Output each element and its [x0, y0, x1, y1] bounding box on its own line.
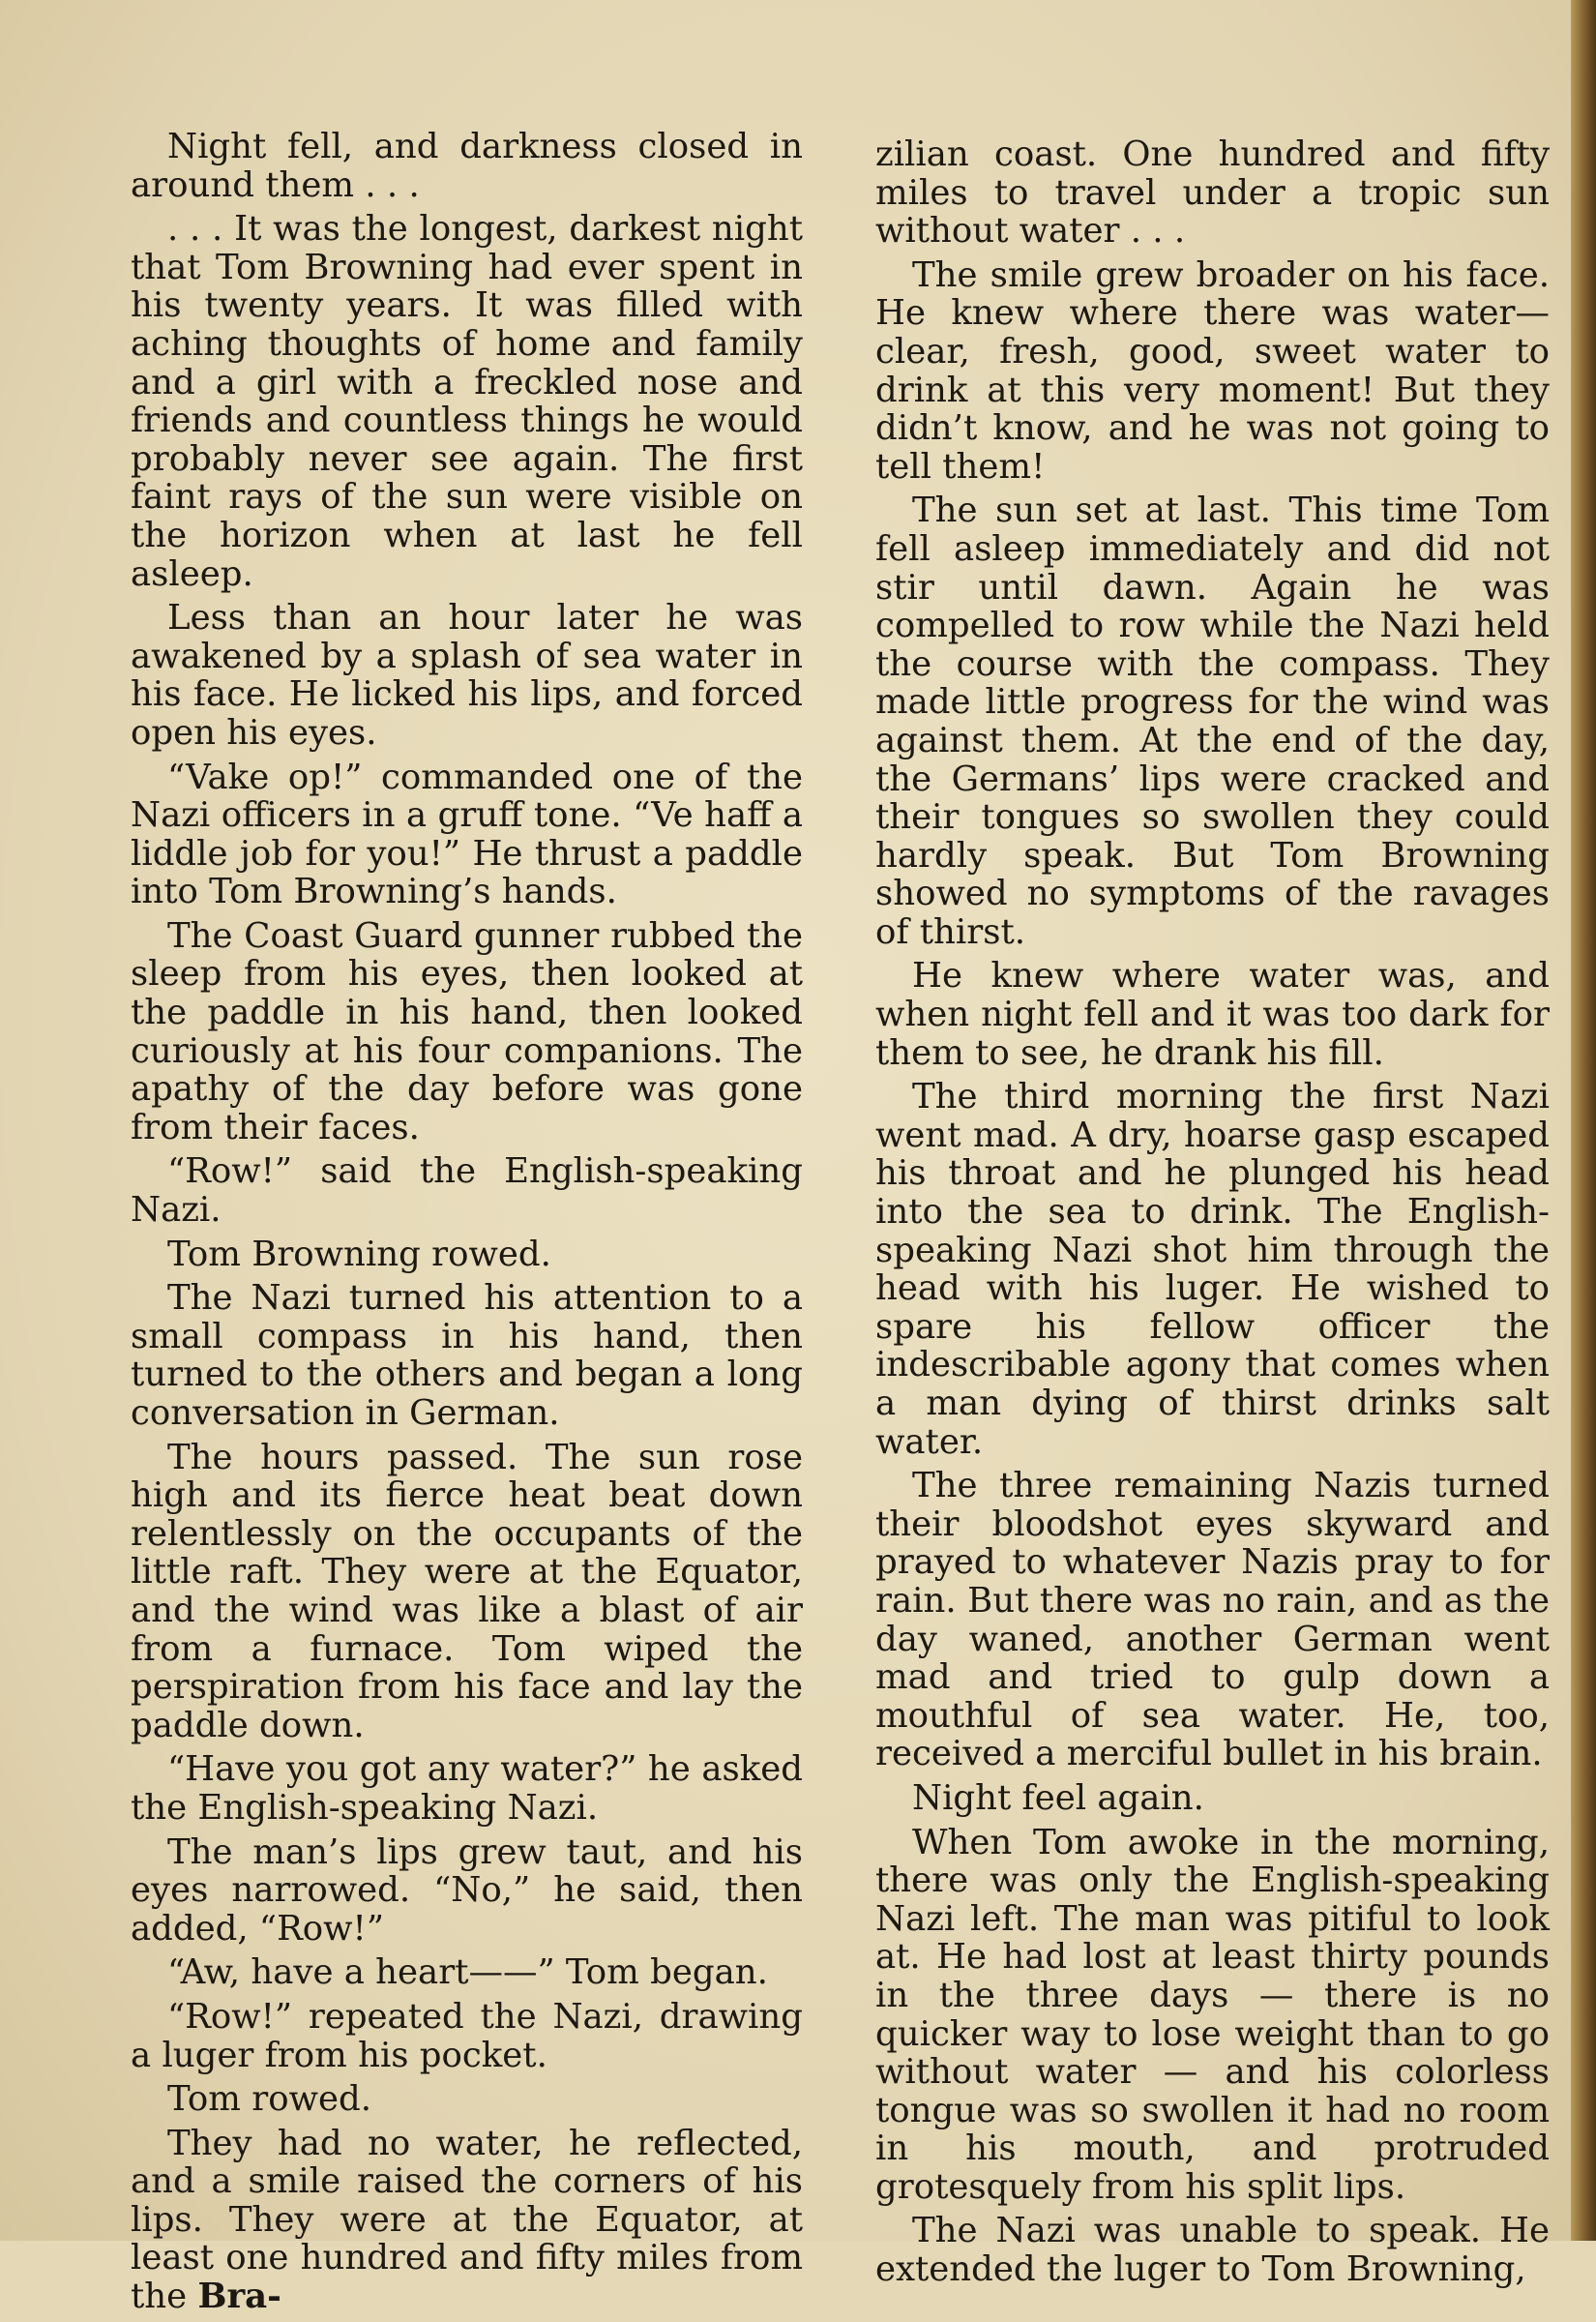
paragraph	[131, 1152, 803, 1229]
paragraph-text: Less than an hour later he was awakened by a splash of sea water in his face. He licked his lips, and forced open his eyes.	[131, 598, 803, 753]
paragraph-text: “Have you got any water?” he asked the English-speaking Nazi.	[131, 1749, 803, 1828]
paragraph-text: “Aw, have a heart——” Tom began.	[167, 1952, 768, 1993]
paragraph	[875, 1078, 1550, 1461]
paragraph-text: “Vake op!” commanded one of the Nazi officers in a gruff tone. “Ve haff a liddle job for you!” He thrust a paddle into Tom Browning’s hands.	[131, 757, 803, 912]
paragraph-text: He knew where water was, and when night fell and it was too dark for them to see, he drank his fill.	[875, 956, 1550, 1073]
paragraph-text: zilian coast. One hundred and fifty miles to travel under a tropic sun without water . . .	[875, 134, 1550, 252]
paragraph	[131, 2080, 803, 2119]
paragraph	[131, 917, 803, 1147]
paragraph-text: The Nazi turned his attention to a small compass in his hand, then turned to the others and began a long conversation in German.	[131, 1278, 803, 1433]
paragraph-text: The Nazi was unable to speak. He extended the luger to Tom Browning,	[875, 2211, 1550, 2290]
paragraph	[131, 1235, 803, 1274]
paragraph-text: The sun set at last. This time Tom fell asleep immediately and did not stir until dawn. Again he was compelled to row while the Nazi held the course with the compass. They made little progress for the wind was against them. At the end of the day, the Germans’ lips were cracked and their tongues so swollen they could hardly speak. But Tom Browning showed no symptoms of the ravages of thirst.	[875, 491, 1550, 952]
paragraph-text: The man’s lips grew taut, and his eyes narrowed. “No,” he said, then added, “Row!”	[131, 1831, 803, 1949]
paragraph	[131, 1279, 803, 1432]
paragraph-text: The hours passed. The sun rose high and its fierce heat beat down relentlessly on the occupants of the little raft. They were at the Equator, and the wind was like a blast of air from a furnace. Tom wiped the perspiration from his face and lay the paddle down.	[131, 1437, 803, 1745]
paragraph	[131, 1750, 803, 1827]
paragraph	[875, 1779, 1550, 1818]
paragraph-text: . . . It was the longest, darkest night that Tom Browning had ever spent in his twenty years. It was filled with aching thoughts of home and family and a girl with a freckled nose and friends and countless things he would probably never see again. The first faint rays of the sun were visible on the horizon when at last he fell asleep.	[131, 209, 803, 594]
paragraph	[131, 1833, 803, 1949]
paragraph-text: The Coast Guard gunner rubbed the sleep from his eyes, then looked at the paddle in his hand, then looked curiously at his four companions. The apathy of the day before was gone from their faces.	[131, 915, 803, 1147]
paragraph	[131, 599, 803, 752]
right-text-column	[875, 135, 1550, 2295]
paragraph	[875, 256, 1550, 487]
hyphenated-word-fragment: Bra-	[197, 2277, 281, 2317]
paragraph-text: The third morning the first Nazi went mad. A dry, hoarse gasp escaped his throat and he plunged his head into the sea to drink. The English-speaking Nazi shot him through the head with his luger. He wished to spare his fellow officer the indescribable agony that comes when a man dying of thirst drinks salt water.	[875, 1077, 1550, 1462]
paragraph	[875, 1824, 1550, 2207]
paragraph	[131, 1998, 803, 2074]
paragraph-text: The smile grew broader on his face. He knew where there was water—clear, fresh, good, sweet water to drink at this very moment! But they didn’t know, and he was not going to tell them!	[875, 254, 1550, 487]
paragraph	[875, 491, 1550, 951]
paragraph-text: They had no water, he reflected, and a smile raised the corners of his lips. They were at the Equator, at least one hundred and fifty miles from the	[131, 2123, 803, 2317]
paragraph-text: “Row!” said the English-speaking Nazi.	[131, 1151, 803, 1231]
paragraph	[875, 135, 1550, 251]
paragraph	[131, 128, 803, 204]
page-spine-edge	[1571, 0, 1596, 2241]
paragraph	[131, 210, 803, 593]
paragraph-text: Tom rowed.	[167, 2079, 371, 2120]
paragraph-text: Tom Browning rowed.	[167, 1234, 551, 1274]
paragraph	[131, 759, 803, 911]
paragraph-text: When Tom awoke in the morning, there was only the English-speaking Nazi left. The man was pitiful to look at. He had lost at least thirty pounds in the three days — there is no quicker way to lose weight than to go without water — and his colorless tongue was so swollen it had no room in his mouth, and protruded grotesquely from his split lips.	[875, 1822, 1550, 2207]
paragraph	[131, 1953, 803, 1992]
paragraph-text: Night feel again.	[912, 1777, 1204, 1818]
paragraph	[131, 2125, 803, 2316]
paragraph	[875, 2212, 1550, 2288]
paragraph-text: “Row!” repeated the Nazi, drawing a luger from his pocket.	[131, 1996, 803, 2075]
paragraph	[875, 1467, 1550, 1773]
paragraph	[131, 1439, 803, 1745]
left-text-column	[131, 128, 803, 2322]
paragraph	[875, 957, 1550, 1072]
paragraph-text: Night fell, and darkness closed in around them . . .	[131, 127, 803, 205]
paragraph-text: The three remaining Nazis turned their bloodshot eyes skyward and prayed to whatever Nazis pray to for rain. But there was no rain, and as the day waned, another German went mad and tried to gulp down a mouthful of sea water. He, too, received a merciful bullet in his brain.	[875, 1466, 1550, 1774]
